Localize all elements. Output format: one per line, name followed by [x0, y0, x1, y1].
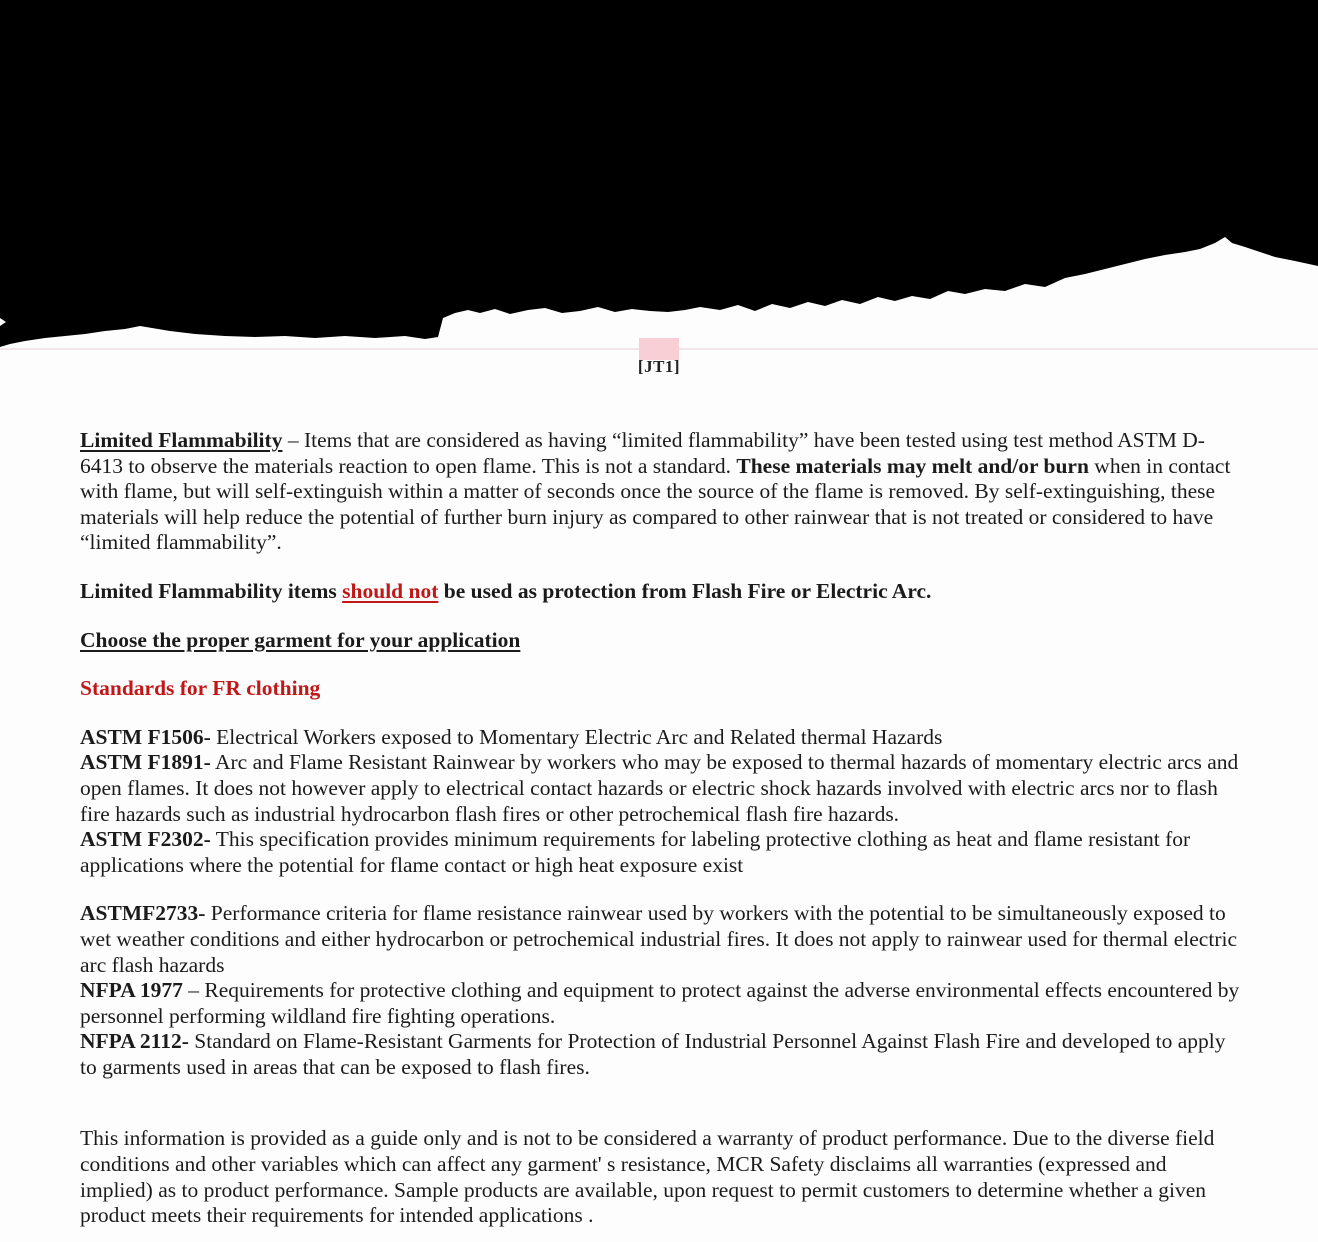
emphasis-should-not: should not: [342, 578, 439, 603]
intro-seg2: when in contact with flame, but will self-extinguish within a matter of seconds once the source of the flame is removed. By self-extinguishing, these materials will help reduce the potential of further burn injury as compared to other rainwear that is not treated or considered to have “limited flammability”.: [80, 453, 1231, 555]
standard-code: ASTM F2302-: [80, 827, 211, 852]
section-heading-choose: Choose the proper garment for your application: [80, 627, 521, 652]
torn-paper-region: [0, 0, 1318, 360]
warning-period: .: [926, 578, 932, 603]
intro-seg1: – Items that are considered as having “limited flammability” have been tested using test method ASTM D-6413 to observe the materials reaction to open flame. This is not a standard.: [80, 428, 1205, 478]
standard-desc: Performance criteria for flame resistance rainwear used by workers with the potential to be simultaneously exposed to wet weather conditions and either hydrocarbon or petrochemical industrial fires. It does not apply to rainwear used for thermal electric arc flash hazards: [80, 901, 1237, 977]
standard-desc: This specification provides minimum requirements for labeling protective clothing as heat and flame resistant for applications where the potential for flame contact or high heat exposure exist: [80, 827, 1191, 877]
standard-code: NFPA 2112-: [80, 1029, 189, 1054]
warning-seg1: Limited Flammability items: [80, 578, 343, 603]
standard-desc: Standard on Flame-Resistant Garments for Protection of Industrial Personnel Against Flash Fire and developed to apply to garments used in areas that can be exposed to flash fires.: [80, 1029, 1226, 1079]
standard-code: NFPA 1977: [80, 978, 183, 1003]
document-body: [80, 428, 1244, 1229]
standard-item: [80, 725, 1244, 751]
standards-list-group1: [80, 725, 1244, 879]
standard-code: ASTM F1506-: [80, 724, 211, 749]
section-heading-standards: Standards for FR clothing: [80, 676, 321, 701]
standard-item: [80, 978, 1244, 1029]
standard-desc: – Requirements for protective clothing and equipment to protect against the adverse environmental effects encountered by personnel performing wildland fire fighting operations.: [80, 978, 1240, 1028]
lead-term: Limited Flammability: [80, 428, 283, 452]
standard-desc: Electrical Workers exposed to Momentary Electric Arc and Related thermal Hazards: [210, 724, 943, 749]
torn-paper-edge: [0, 0, 1318, 347]
standards-list-group2: [80, 901, 1244, 1080]
warning-statement: [80, 579, 1244, 605]
standard-item: [80, 901, 1244, 978]
warning-seg2: be used as protection from Flash Fire or Electric Arc: [438, 578, 927, 603]
standard-item: [80, 827, 1244, 878]
disclaimer-paragraph: This information is provided as a guide only and is not to be considered a warranty of product performance. Due to the diverse field conditions and other variables which can affect any garment' s resistance, MCR Safety disclaims all warranties (expressed and implied) as to product performance. Sample products are available, upon request to permit customers to determine whether a given product meets their requirements for intended applications .: [80, 1126, 1215, 1228]
annotation-label: [JT1]: [637, 357, 681, 376]
standard-item: [80, 750, 1244, 827]
standard-code: ASTMF2733-: [80, 901, 206, 926]
standard-desc: Arc and Flame Resistant Rainwear by workers who may be exposed to thermal hazards of momentary electric arcs and open flames. It does not however apply to electrical contact hazards or electric shock hazards involved with electric arcs nor to flash fire hazards such as industrial hydrocarbon flash fires or other petrochemical flash fire hazards.: [80, 750, 1239, 826]
standard-code: ASTM F1891-: [80, 750, 211, 775]
intro-bold-phrase: These materials may melt and/or burn: [736, 453, 1089, 478]
intro-paragraph: [80, 428, 1244, 556]
standard-item: [80, 1029, 1244, 1080]
